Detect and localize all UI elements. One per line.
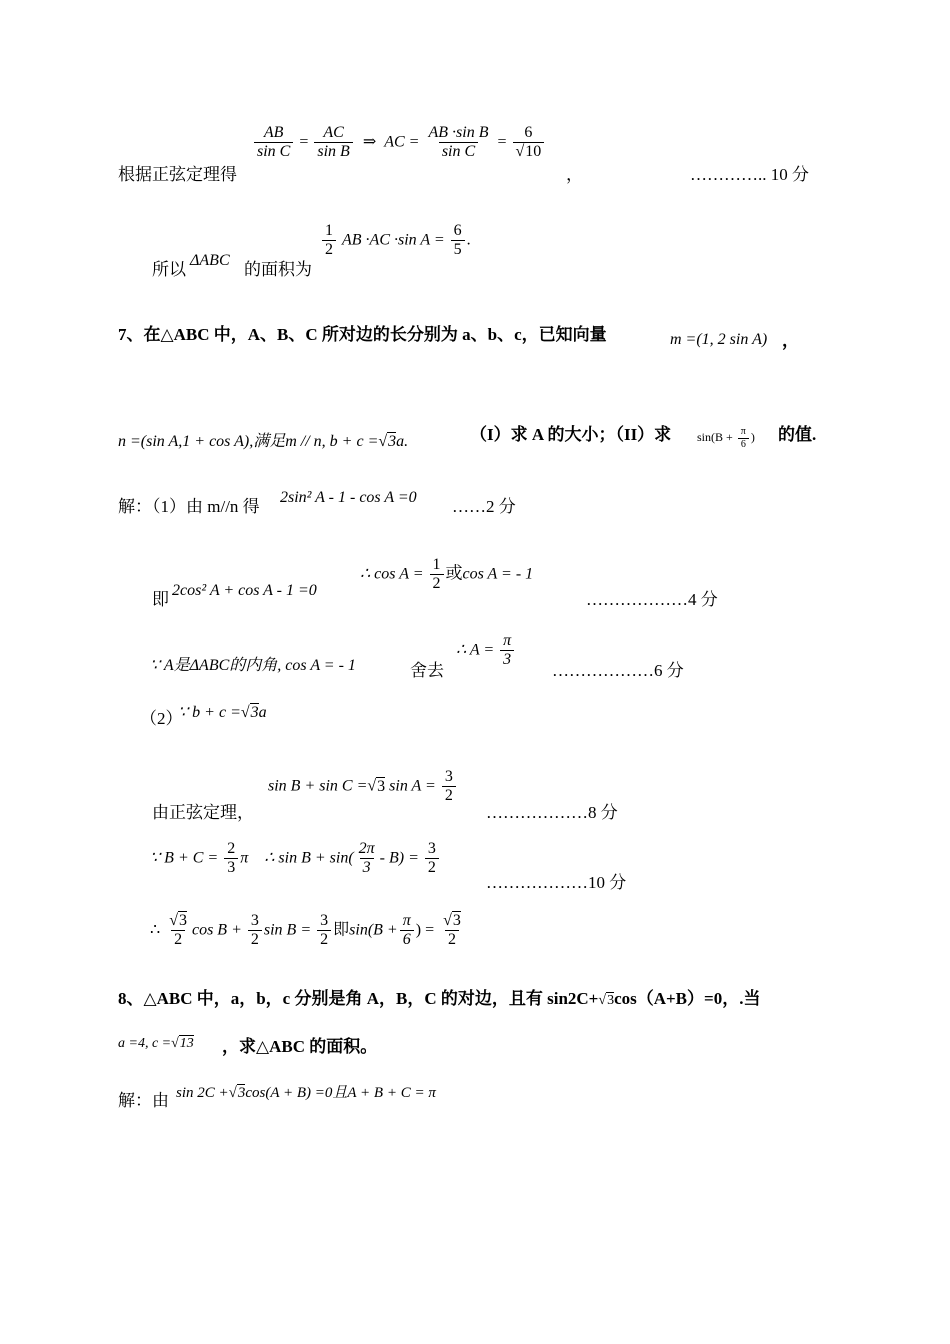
q8-text: 8、△ABC 中，a，b，c 分别是角 A，B，C 的对边，且有 sin2C+√3cos（A+B）=0，.当 — [118, 989, 761, 1008]
line1-score: ………….. 10 分 — [690, 165, 809, 184]
line2-math: $\frac{1}{2}$ AB ·AC ·sin A = $\frac{6}{5}$ . — [320, 222, 471, 260]
sol7-l5-math: sin B + sin C =√3 sin A = $\frac{3}{2}$ — [268, 768, 458, 806]
sol8-prefix: 解：由 — [118, 1091, 169, 1110]
sol7-l2-math: 2cos² A + cos A - 1 =0 — [172, 582, 317, 599]
sol7-l1-prefix: 解：（1）由 m//n 得 — [118, 497, 260, 516]
sol7-l1-score: ……2 分 — [452, 497, 516, 516]
sol7-l1-math: 2sin² A - 1 - cos A =0 — [280, 489, 417, 506]
sol7-l6-math: ∵ B + C = $\frac{2}{3}$ π ∴ sin B + sin( $\frac{2\pi}{3}$ - B) = $\frac{3}{2}$ — [150, 840, 441, 878]
sol7-l5-prefix: 由正弦定理， — [152, 803, 254, 822]
line2-prefix: 所以 — [152, 260, 186, 279]
line1-math: $\frac{AB}{\text{sin C}}$ = $\frac{AC}{\text{sin B}}$ ⇒ AC = $\frac{\text{AB ·sin B}}{\text{sin C}}$ = $\frac{6}{√10}$ — [252, 124, 546, 162]
sol7-l2-prefix: 即 — [152, 590, 169, 609]
sol7-l7-math: ∴ $\frac{√3}{2}$ cos B + $\frac{3}{2}$ sin B = $\frac{3}{2}$ 即sin(B + $\frac{\pi}{6}$ ) = $\frac{√3}{2}$ — [150, 912, 461, 949]
sol7-l5-score: ………………8 分 — [486, 803, 618, 822]
line2-mid: 的面积为 — [244, 260, 312, 279]
q7-parts: （I）求 A 的大小；（II）求 — [470, 425, 672, 444]
q7-sin-expr: sin(B + $\frac{\pi}{6}$ ) — [697, 426, 755, 450]
q7-vector-n: n =(sin A,1 + cos A),满足m // n, b + c =√3a. — [118, 433, 409, 450]
line1-prefix: 根据正弦定理得 — [118, 165, 237, 184]
q7-comma: ， — [782, 331, 799, 350]
sol7-l3-math: ∵ A是ΔABC的内角, cos A = - 1 — [150, 657, 356, 674]
q8-text3: ，求△ABC 的面积。 — [222, 1037, 378, 1056]
sol7-l2-score: ………………4 分 — [586, 590, 718, 609]
sol7-l2-math2: ∴ cos A = $\frac{1}{2}$ 或cos A = - 1 — [360, 556, 534, 593]
sol8-math: sin 2C +√3cos(A + B) =0且A + B + C = π — [176, 1085, 436, 1101]
q7-text: 7、在△ABC 中，A、B、C 所对边的长分别为 a、b、c，已知向量 — [118, 325, 607, 344]
sol7-l4-prefix: （2） — [140, 709, 183, 728]
line1-comma: ， — [566, 165, 583, 184]
sol7-l3-score: ………………6 分 — [552, 661, 684, 680]
q7-end: 的值. — [778, 425, 817, 444]
sol7-l4-math: ∵ b + c =√3a — [178, 704, 267, 721]
q7-vector-m: m =(1, 2 sin A) — [670, 331, 768, 348]
sol7-l3-math2: ∴ A = $\frac{\pi}{3}$ — [456, 632, 516, 670]
sol7-l3-drop: 舍去 — [410, 661, 444, 680]
sol7-l6-score: ………………10 分 — [486, 873, 627, 892]
q8-cond: a =4, c =√13 — [118, 1036, 194, 1051]
line2-tri: ΔABC — [190, 252, 230, 269]
